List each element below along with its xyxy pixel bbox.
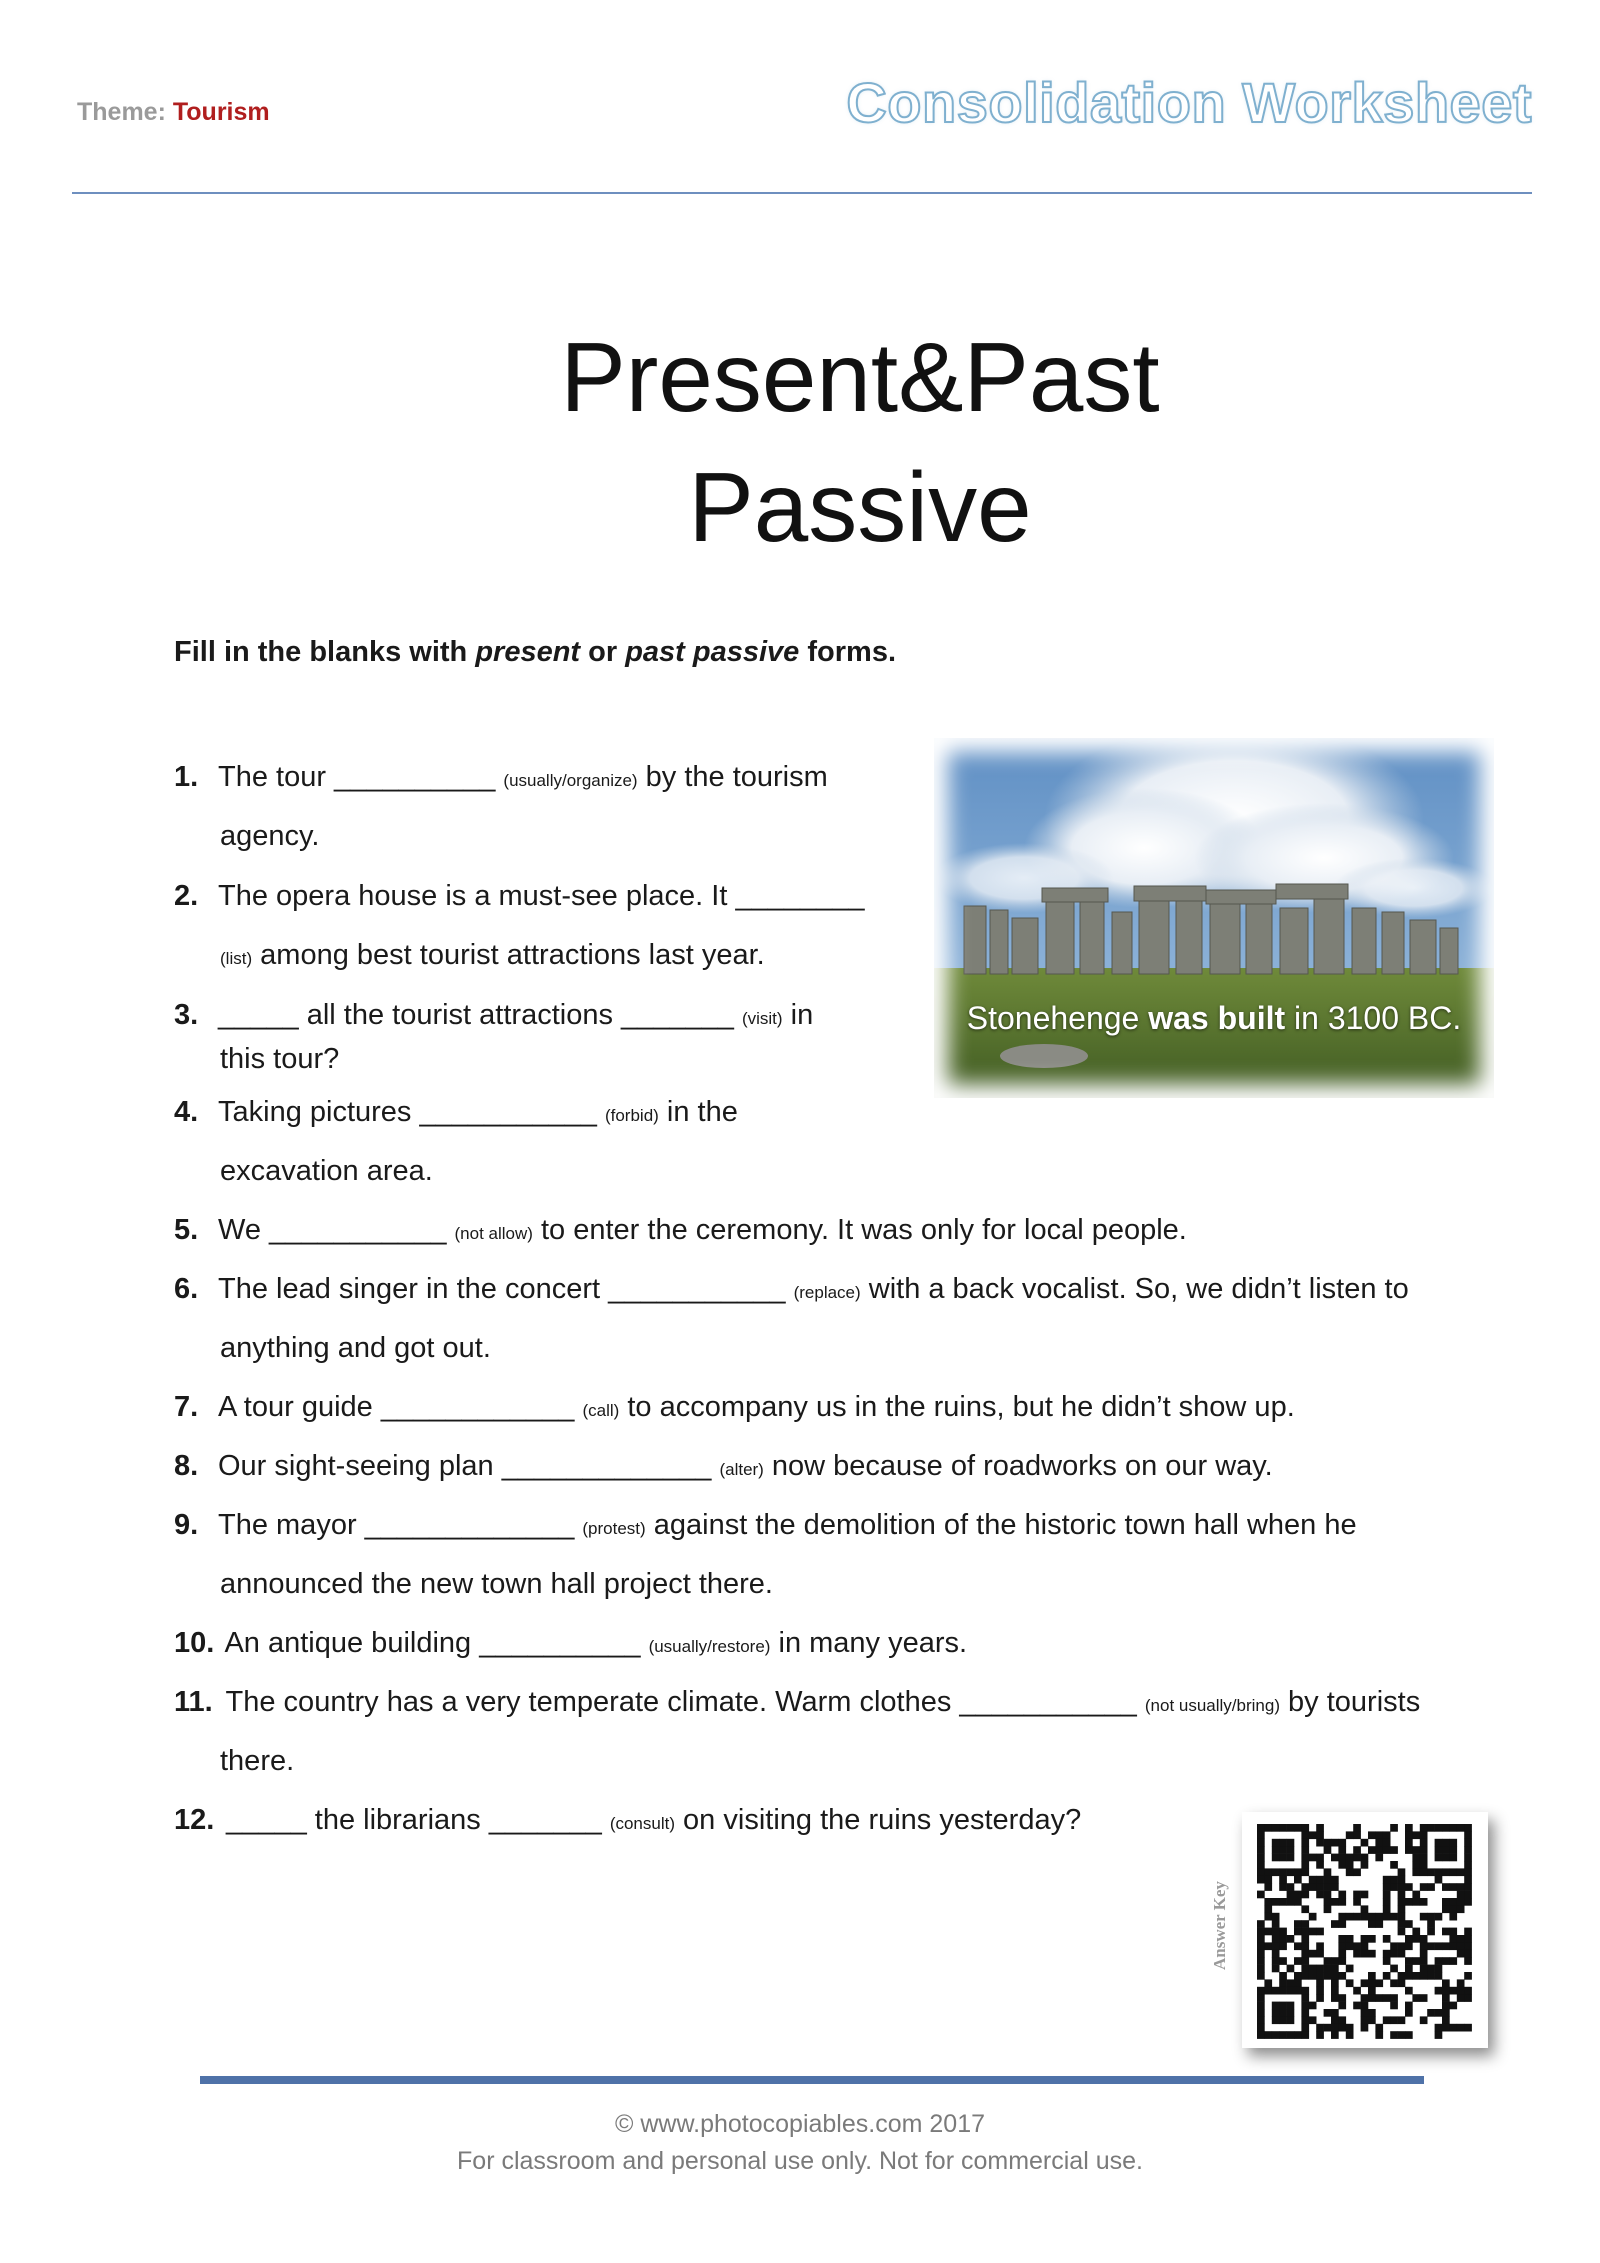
question-hint: (alter) bbox=[719, 1460, 764, 1479]
footer-usage-note: For classroom and personal use only. Not for commercial use. bbox=[457, 2147, 1143, 2175]
question-item bbox=[174, 757, 828, 852]
question-number: 12. bbox=[174, 1804, 215, 1836]
question-text-after: to accompany us in the ruins, but he didn’t show up. bbox=[619, 1391, 1295, 1423]
question-text: _____ the librarians _______ bbox=[218, 1804, 610, 1836]
question-hint: (consult) bbox=[609, 1814, 675, 1833]
question-text: The tour __________ bbox=[218, 761, 504, 793]
theme-value: Tourism bbox=[172, 98, 270, 126]
page-title bbox=[0, 312, 1600, 572]
question-continuation-text: there. bbox=[220, 1745, 295, 1777]
question-continuation bbox=[220, 816, 319, 856]
question-continuation-text: agency. bbox=[220, 820, 320, 852]
caption-bold: was built bbox=[1148, 1000, 1286, 1036]
question-number: 5. bbox=[174, 1214, 199, 1246]
question-hint: (usually/organize) bbox=[503, 771, 638, 790]
question-text-after: with a back vocalist. So, we didn’t listen to bbox=[860, 1273, 1409, 1305]
question-continuation bbox=[220, 935, 765, 979]
question-item bbox=[174, 876, 865, 971]
footer-copyright: © www.photocopiables.com 2017 bbox=[614, 2110, 986, 2138]
question-text-after: in many years. bbox=[770, 1627, 968, 1659]
instructions-text-3: forms. bbox=[799, 636, 896, 668]
question-continuation bbox=[220, 1039, 339, 1079]
header-divider bbox=[72, 192, 1532, 194]
question-number: 3. bbox=[174, 999, 199, 1031]
question-item bbox=[174, 1623, 967, 1667]
question-number: 9. bbox=[174, 1509, 199, 1541]
photo-caption bbox=[934, 1000, 1494, 1037]
stonehenge-image bbox=[934, 738, 1494, 1098]
question-number: 8. bbox=[174, 1450, 199, 1482]
question-continuation-text: anything and got out. bbox=[220, 1332, 491, 1364]
qr-code-image bbox=[1250, 1820, 1480, 2040]
question-text-after: in the bbox=[658, 1096, 738, 1128]
question-hint: (not usually/bring) bbox=[1144, 1696, 1280, 1715]
question-text: Taking pictures ___________ bbox=[218, 1096, 605, 1128]
question-hint: (list) bbox=[220, 949, 253, 968]
theme-label bbox=[77, 98, 270, 127]
question-continuation bbox=[220, 1151, 433, 1191]
question-text-after: to enter the ceremony. It was only for local people. bbox=[532, 1214, 1187, 1246]
stonehenge-photo bbox=[934, 738, 1494, 1098]
question-number: 1. bbox=[174, 761, 199, 793]
question-item bbox=[174, 1092, 738, 1187]
question-hint: (usually/restore) bbox=[648, 1637, 771, 1656]
question-text: The country has a very temperate climate. Warm clothes ___________ bbox=[218, 1686, 1145, 1718]
title-line-1: Present&Past bbox=[560, 322, 1160, 432]
question-continuation-text: this tour? bbox=[220, 1043, 340, 1075]
qr-code[interactable] bbox=[1242, 1812, 1488, 2048]
question-text: Our sight-seeing plan _____________ bbox=[218, 1450, 720, 1482]
question-hint: (protest) bbox=[582, 1519, 646, 1538]
question-number: 6. bbox=[174, 1273, 199, 1305]
question-text-after: by tourists bbox=[1280, 1686, 1421, 1718]
caption-text-1: Stonehenge bbox=[966, 1000, 1149, 1036]
question-hint: (forbid) bbox=[604, 1106, 659, 1125]
question-number: 10. bbox=[174, 1627, 215, 1659]
question-item bbox=[174, 1505, 1357, 1600]
question-hint: (replace) bbox=[793, 1283, 861, 1302]
worksheet-label: Consolidation Worksheet bbox=[846, 71, 1532, 134]
question-continuation-text: announced the new town hall project there. bbox=[220, 1568, 773, 1600]
footer-divider bbox=[200, 2076, 1424, 2084]
question-item bbox=[174, 1682, 1421, 1777]
question-text-after: against the demolition of the historic town hall when he bbox=[645, 1509, 1357, 1541]
question-item bbox=[174, 1446, 1273, 1490]
question-text: The lead singer in the concert ___________ bbox=[218, 1273, 794, 1305]
instructions-text-1: Fill in the blanks with bbox=[174, 636, 476, 668]
question-hint: (not allow) bbox=[454, 1224, 533, 1243]
question-continuation bbox=[220, 1564, 773, 1604]
question-hint: (call) bbox=[582, 1401, 620, 1420]
question-number: 11. bbox=[174, 1686, 213, 1718]
question-number: 2. bbox=[174, 880, 199, 912]
question-text: The mayor _____________ bbox=[218, 1509, 583, 1541]
question-number: 7. bbox=[174, 1391, 199, 1423]
title-line-2: Passive bbox=[688, 452, 1032, 562]
question-continuation-text: among best tourist attractions last year. bbox=[252, 939, 765, 971]
instructions-text-2: or bbox=[580, 636, 626, 668]
question-text: _____ all the tourist attractions _______ bbox=[218, 999, 742, 1031]
instructions-italic-2: past passive bbox=[625, 636, 800, 668]
question-text-after: now because of roadworks on our way. bbox=[763, 1450, 1273, 1482]
question-item bbox=[174, 1800, 1081, 1844]
question-text: The opera house is a must-see place. It ________ bbox=[218, 880, 865, 912]
question-item bbox=[174, 1387, 1295, 1431]
question-text: A tour guide ____________ bbox=[218, 1391, 583, 1423]
question-item bbox=[174, 995, 814, 1075]
theme-key: Theme: bbox=[77, 98, 166, 126]
question-number: 4. bbox=[174, 1096, 199, 1128]
question-hint: (visit) bbox=[741, 1009, 783, 1028]
question-continuation bbox=[220, 1741, 294, 1781]
question-item bbox=[174, 1210, 1187, 1254]
question-continuation bbox=[220, 1328, 491, 1368]
caption-text-2: in 3100 BC. bbox=[1285, 1000, 1462, 1036]
question-text: We ___________ bbox=[218, 1214, 455, 1246]
instructions-italic-1: present bbox=[475, 636, 581, 668]
question-text-after: by the tourism bbox=[637, 761, 828, 793]
answer-key-label: Answer Key bbox=[1210, 1881, 1229, 1970]
question-text-after: in bbox=[782, 999, 814, 1031]
instructions bbox=[174, 636, 896, 669]
question-item bbox=[174, 1269, 1409, 1364]
question-text-after: on visiting the ruins yesterday? bbox=[675, 1804, 1082, 1836]
question-continuation-text: excavation area. bbox=[220, 1155, 433, 1187]
question-text: An antique building __________ bbox=[218, 1627, 649, 1659]
